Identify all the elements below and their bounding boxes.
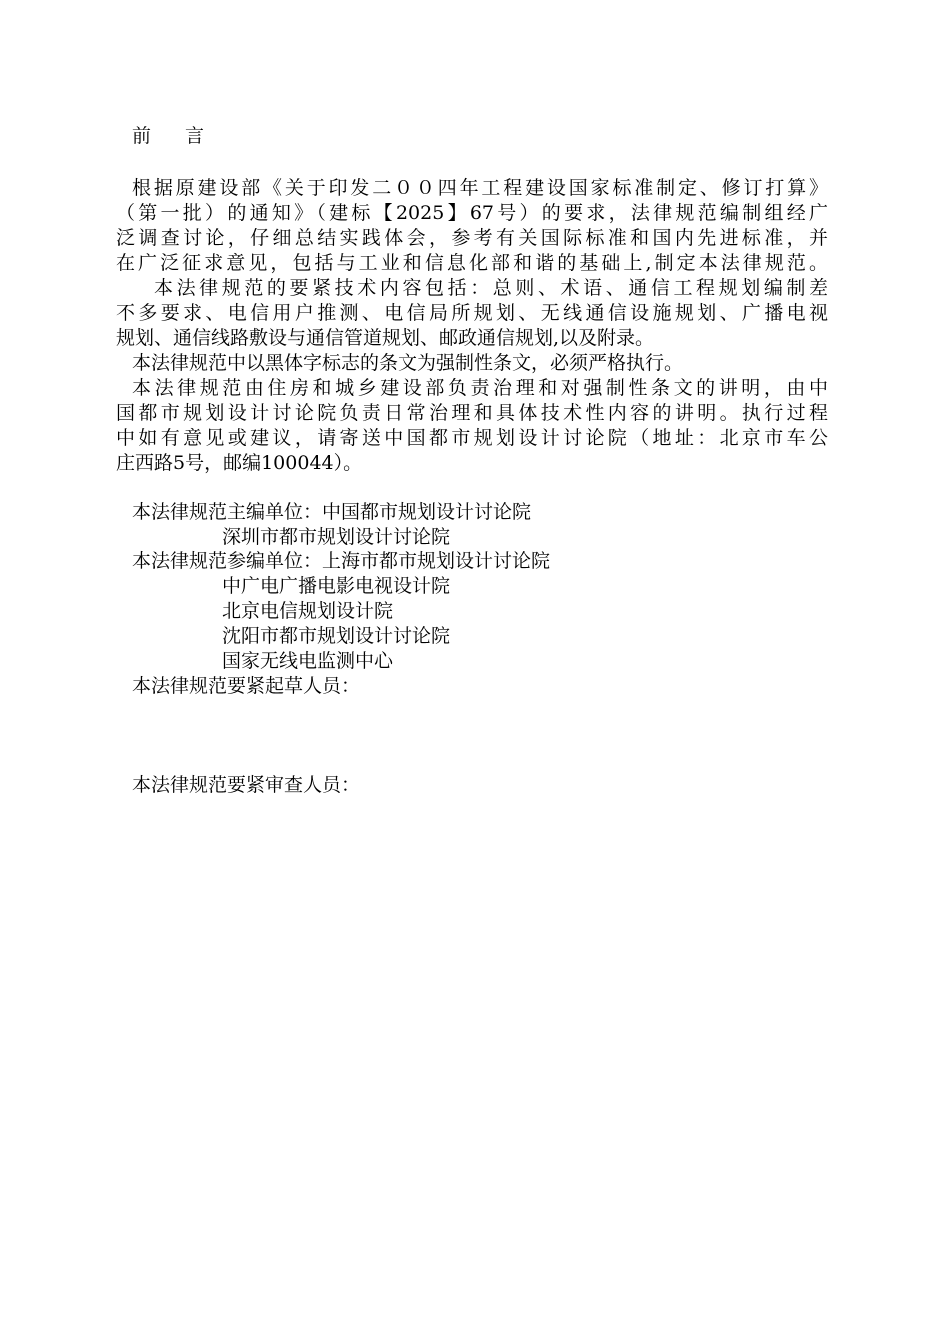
paragraph-4-line-1: 本法律规范由住房和城乡建设部负责治理和对强制性条文的讲明，由中 bbox=[132, 377, 828, 399]
reviewers-label: 本法律规范要紧审查人员： bbox=[132, 774, 361, 796]
paragraph-2-line-3: 规划、通信线路敷设与通信管道规划、邮政通信规划,以及附录。 bbox=[116, 327, 655, 349]
participating-unit-item: 国家无线电监测中心 bbox=[222, 650, 394, 672]
paragraph-1-line-1: 根据原建设部《关于印发二００四年工程建设国家标准制定、修订打算》 bbox=[132, 177, 828, 199]
paragraph-4-line-4: 庄西路5号，邮编100044）。 bbox=[116, 452, 363, 474]
chief-unit-item: 深圳市都市规划设计讨论院 bbox=[222, 526, 451, 548]
paragraph-3: 本法律规范中以黑体字标志的条文为强制性条文，必须严格执行。 bbox=[132, 352, 684, 374]
participating-unit-item: 北京电信规划设计院 bbox=[222, 600, 394, 622]
paragraph-4-line-3: 中如有意见或建议，请寄送中国都市规划设计讨论院（地址：北京市车公 bbox=[116, 427, 828, 449]
page-title: 前 言 bbox=[132, 125, 219, 147]
paragraph-2-line-1: 本法律规范的要紧技术内容包括：总则、术语、通信工程规划编制差 bbox=[154, 277, 828, 299]
participating-unit-item: 中广电广播电影电视设计院 bbox=[222, 575, 451, 597]
chief-units-label: 本法律规范主编单位：中国都市规划设计讨论院 bbox=[132, 501, 532, 523]
drafters-label: 本法律规范要紧起草人员： bbox=[132, 675, 361, 697]
participating-unit-item: 沈阳市都市规划设计讨论院 bbox=[222, 625, 451, 647]
participating-units-label: 本法律规范参编单位：上海市都市规划设计讨论院 bbox=[132, 550, 551, 572]
paragraph-1-line-4: 在广泛征求意见，包括与工业和信息化部和谐的基础上,制定本法律规范。 bbox=[116, 252, 828, 274]
paragraph-1-line-2: （第一批）的通知》（建标【2025】67号）的要求，法律规范编制组经广 bbox=[116, 202, 828, 224]
paragraph-2-line-2: 不多要求、电信用户推测、电信局所规划、无线通信设施规划、广播电视 bbox=[116, 302, 828, 324]
paragraph-4-line-2: 国都市规划设计讨论院负责日常治理和具体技术性内容的讲明。执行过程 bbox=[116, 402, 828, 424]
paragraph-1-line-3: 泛调查讨论，仔细总结实践体会，参考有关国际标准和国内先进标准，并 bbox=[116, 227, 828, 249]
